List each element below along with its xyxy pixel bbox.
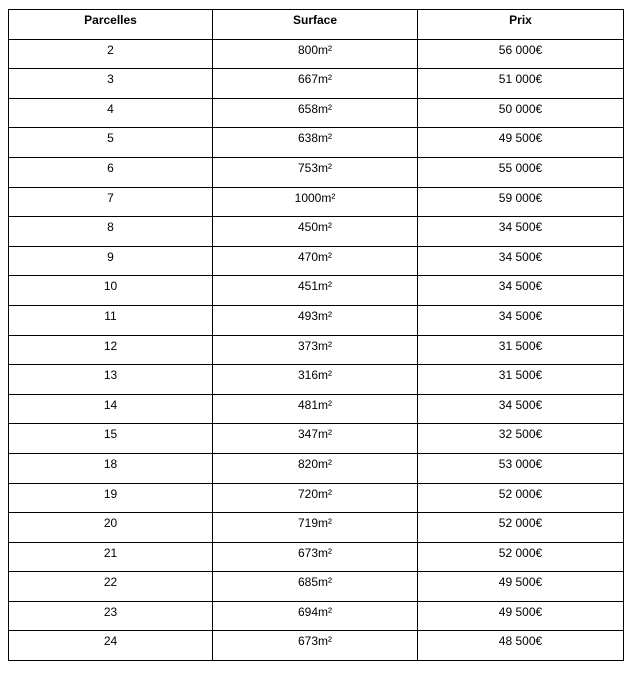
cell-surface: 481m² [213, 394, 418, 424]
cell-prix: 34 500€ [418, 246, 624, 276]
header-surface: Surface [213, 10, 418, 40]
header-prix: Prix [418, 10, 624, 40]
table-row [9, 394, 624, 424]
table-row [9, 39, 624, 69]
cell-parcelle: 23 [9, 601, 213, 631]
cell-prix: 34 500€ [418, 276, 624, 306]
cell-parcelle: 12 [9, 335, 213, 365]
cell-parcelle: 3 [9, 69, 213, 99]
cell-parcelle: 13 [9, 365, 213, 395]
cell-surface: 820m² [213, 453, 418, 483]
table-row [9, 276, 624, 306]
cell-prix: 49 500€ [418, 128, 624, 158]
table-row [9, 513, 624, 543]
cell-surface: 753m² [213, 157, 418, 187]
cell-parcelle: 2 [9, 39, 213, 69]
cell-parcelle: 18 [9, 453, 213, 483]
cell-parcelle: 20 [9, 513, 213, 543]
cell-surface: 667m² [213, 69, 418, 99]
table-row [9, 453, 624, 483]
cell-parcelle: 7 [9, 187, 213, 217]
table-row [9, 246, 624, 276]
cell-prix: 59 000€ [418, 187, 624, 217]
table-row [9, 305, 624, 335]
cell-parcelle: 9 [9, 246, 213, 276]
cell-prix: 48 500€ [418, 631, 624, 661]
cell-surface: 694m² [213, 601, 418, 631]
cell-surface: 719m² [213, 513, 418, 543]
cell-surface: 658m² [213, 98, 418, 128]
table-row [9, 217, 624, 247]
cell-surface: 493m² [213, 305, 418, 335]
cell-surface: 1000m² [213, 187, 418, 217]
cell-parcelle: 14 [9, 394, 213, 424]
cell-surface: 373m² [213, 335, 418, 365]
header-parcelles: Parcelles [9, 10, 213, 40]
cell-parcelle: 22 [9, 572, 213, 602]
parcel-price-table [8, 9, 624, 661]
cell-prix: 34 500€ [418, 217, 624, 247]
table-body [9, 39, 624, 660]
cell-parcelle: 10 [9, 276, 213, 306]
cell-parcelle: 5 [9, 128, 213, 158]
table-row [9, 335, 624, 365]
cell-prix: 34 500€ [418, 305, 624, 335]
table-row [9, 187, 624, 217]
cell-prix: 52 000€ [418, 513, 624, 543]
header-row [9, 10, 624, 40]
cell-prix: 53 000€ [418, 453, 624, 483]
table-row [9, 572, 624, 602]
cell-surface: 450m² [213, 217, 418, 247]
cell-prix: 52 000€ [418, 483, 624, 513]
cell-prix: 49 500€ [418, 601, 624, 631]
cell-surface: 673m² [213, 542, 418, 572]
cell-prix: 56 000€ [418, 39, 624, 69]
table-row [9, 631, 624, 661]
cell-surface: 316m² [213, 365, 418, 395]
table-row [9, 542, 624, 572]
cell-parcelle: 19 [9, 483, 213, 513]
table-row [9, 483, 624, 513]
cell-surface: 800m² [213, 39, 418, 69]
cell-surface: 720m² [213, 483, 418, 513]
cell-surface: 347m² [213, 424, 418, 454]
table-row [9, 69, 624, 99]
cell-parcelle: 15 [9, 424, 213, 454]
cell-parcelle: 8 [9, 217, 213, 247]
cell-surface: 470m² [213, 246, 418, 276]
cell-prix: 55 000€ [418, 157, 624, 187]
cell-parcelle: 6 [9, 157, 213, 187]
cell-surface: 451m² [213, 276, 418, 306]
cell-surface: 685m² [213, 572, 418, 602]
cell-prix: 52 000€ [418, 542, 624, 572]
cell-prix: 31 500€ [418, 365, 624, 395]
table-row [9, 601, 624, 631]
cell-prix: 50 000€ [418, 98, 624, 128]
table-header [9, 10, 624, 40]
cell-prix: 49 500€ [418, 572, 624, 602]
table-row [9, 365, 624, 395]
cell-prix: 51 000€ [418, 69, 624, 99]
cell-parcelle: 11 [9, 305, 213, 335]
cell-parcelle: 24 [9, 631, 213, 661]
cell-parcelle: 21 [9, 542, 213, 572]
cell-prix: 34 500€ [418, 394, 624, 424]
table-row [9, 98, 624, 128]
cell-surface: 638m² [213, 128, 418, 158]
cell-prix: 31 500€ [418, 335, 624, 365]
cell-parcelle: 4 [9, 98, 213, 128]
parcel-table-container [8, 9, 624, 661]
table-row [9, 128, 624, 158]
table-row [9, 157, 624, 187]
table-row [9, 424, 624, 454]
cell-prix: 32 500€ [418, 424, 624, 454]
cell-surface: 673m² [213, 631, 418, 661]
